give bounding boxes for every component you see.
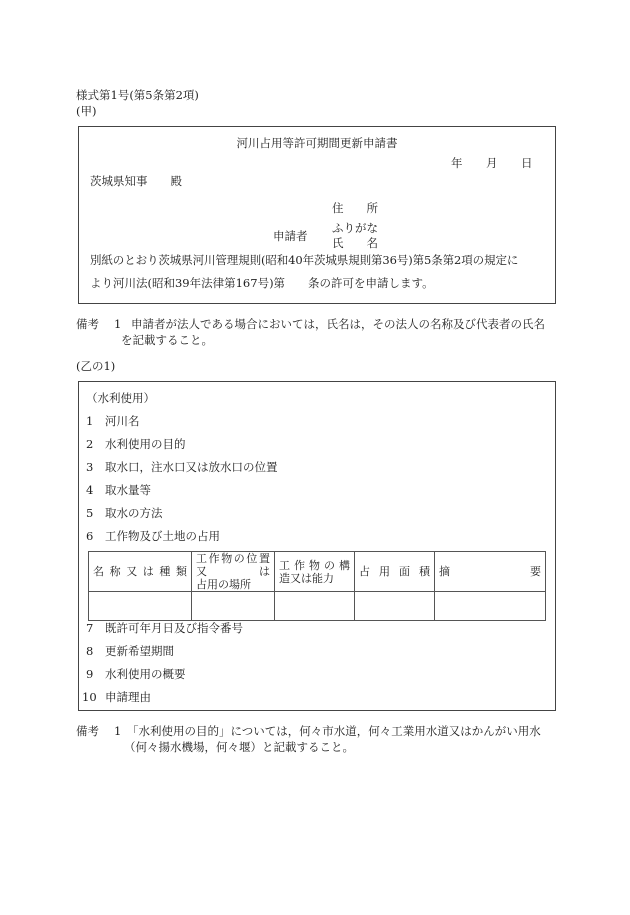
furigana-label: ふりがな xyxy=(332,221,378,235)
item-number: 1 xyxy=(86,414,94,428)
date-month-label: 月 xyxy=(486,156,498,170)
item-number: 4 xyxy=(86,483,94,497)
item-number: 5 xyxy=(86,506,94,520)
addressee: 茨城県知事 殿 xyxy=(90,174,182,188)
water-use-box xyxy=(78,381,556,711)
item-label-renewal-period: 更新希望期間 xyxy=(105,644,174,658)
date-day-label: 日 xyxy=(521,156,533,170)
table-header-name: 名称又は種類 xyxy=(89,552,192,592)
note2-label: 備考 xyxy=(76,724,99,738)
applicant-label: 申請者 xyxy=(273,229,308,243)
item-label-river-name: 河川名 xyxy=(105,414,140,428)
date-year-label: 年 xyxy=(451,156,463,170)
item-number: 9 xyxy=(86,667,94,681)
table-header-location: 工作物の位置又は 占用の場所 xyxy=(192,552,275,592)
item-number: 2 xyxy=(86,437,94,451)
part-a-label: (甲) xyxy=(76,104,97,118)
table-header-structure: 工作物の構 造又は能力 xyxy=(275,552,355,592)
water-use-heading: （水利使用） xyxy=(86,391,155,405)
item-label-reason: 申請理由 xyxy=(105,690,151,704)
table-cell[interactable] xyxy=(89,592,192,621)
form-number-label: 様式第1号(第5条第2項) xyxy=(76,88,199,102)
note1-number: 1 xyxy=(114,317,122,331)
table-cell[interactable] xyxy=(355,592,435,621)
application-body-line1: 別紙のとおり茨城県河川管理規則(昭和40年茨城県規則第36号)第5条第2項の規定に xyxy=(90,253,519,267)
structure-occupancy-table xyxy=(88,551,546,621)
item-label-purpose: 水利使用の目的 xyxy=(105,437,186,451)
application-body-line2: より河川法(昭和39年法律第167号)第 条の許可を申請します。 xyxy=(90,276,434,290)
item-label-intake-location: 取水口，注水口又は放水口の位置 xyxy=(105,460,278,474)
note2-line1: 「水利使用の目的」については，何々市水道，何々工業用水道又はかんがい用水 xyxy=(127,724,541,738)
item-label-structure-occupancy: 工作物及び土地の占用 xyxy=(105,529,220,543)
name-label: 氏 名 xyxy=(332,236,378,250)
note2-line2: （何々揚水機場，何々堰）と記載すること。 xyxy=(124,740,354,754)
item-number: 7 xyxy=(86,621,94,635)
table-cell[interactable] xyxy=(192,592,275,621)
address-label: 住 所 xyxy=(332,201,378,215)
item-label-overview: 水利使用の概要 xyxy=(105,667,186,681)
note1-line2: を記載すること。 xyxy=(121,333,213,347)
note2-number: 1 xyxy=(114,724,122,738)
item-number: 3 xyxy=(86,460,94,474)
item-number: 6 xyxy=(86,529,94,543)
table-row xyxy=(89,592,546,621)
item-label-intake-method: 取水の方法 xyxy=(105,506,163,520)
application-title: 河川占用等許可期間更新申請書 xyxy=(236,136,398,150)
part-b-label: (乙の1) xyxy=(76,359,116,373)
note1-label: 備考 xyxy=(76,317,99,331)
table-header-row xyxy=(89,552,546,592)
table-header-area: 占用面積 xyxy=(355,552,435,592)
note1-line1: 申請者が法人である場合においては，氏名は，その法人の名称及び代表者の氏名 xyxy=(131,317,545,331)
table-cell[interactable] xyxy=(435,592,546,621)
item-number: 10 xyxy=(82,690,97,704)
table-cell[interactable] xyxy=(275,592,355,621)
item-number: 8 xyxy=(86,644,94,658)
item-label-previous-permit: 既許可年月日及び指令番号 xyxy=(105,621,243,635)
table-header-remarks: 摘要 xyxy=(435,552,546,592)
item-label-intake-volume: 取水量等 xyxy=(105,483,151,497)
